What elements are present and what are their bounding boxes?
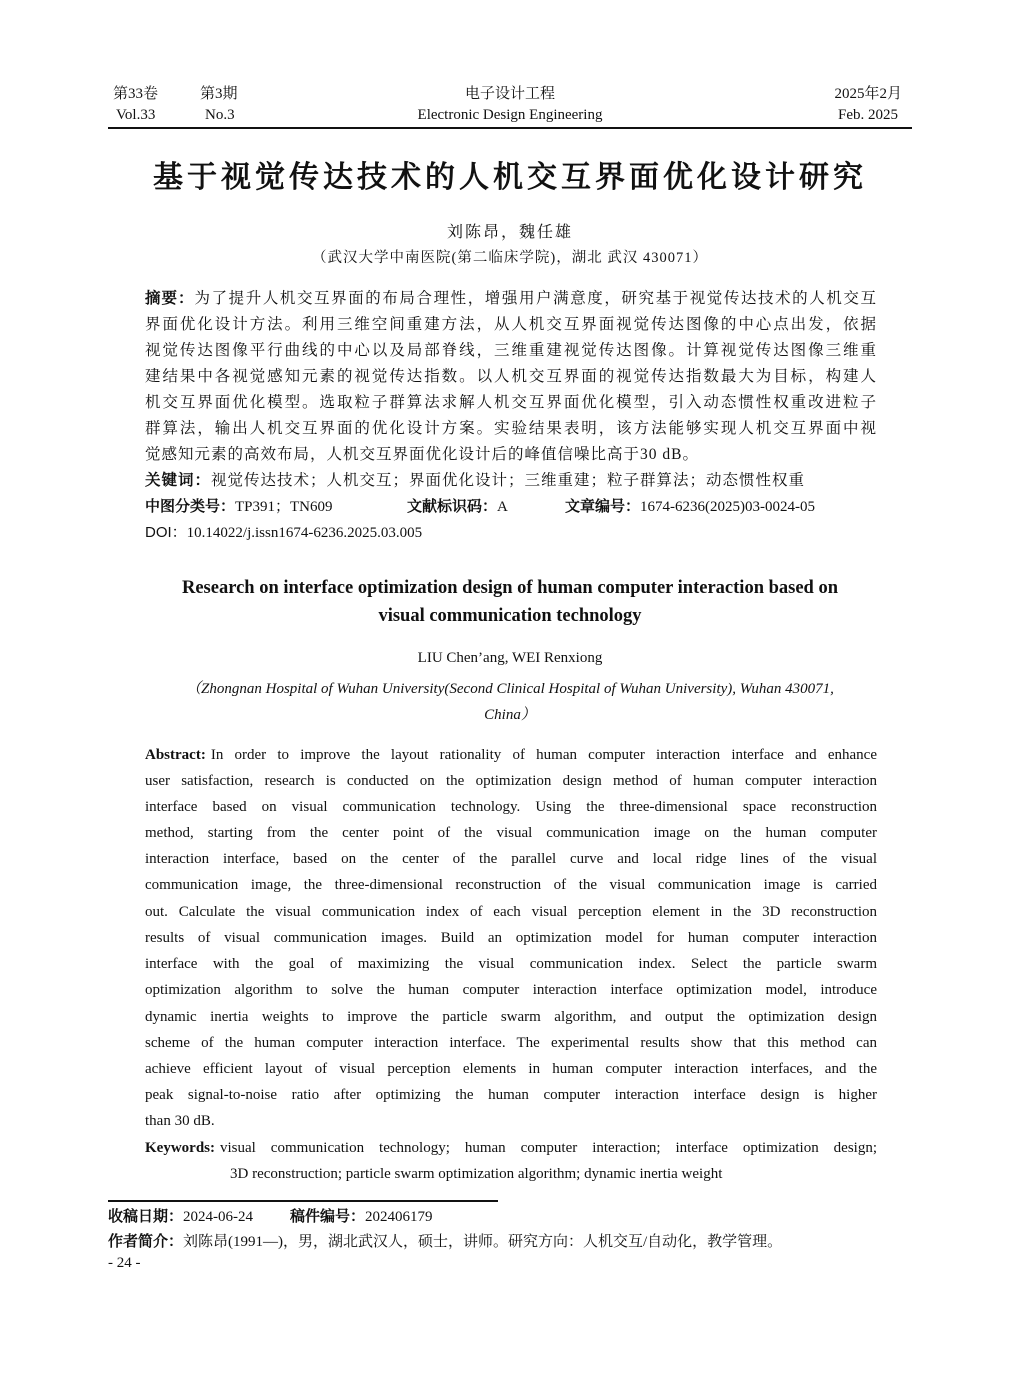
author-bio: 作者简介：刘陈昂(1991—)，男，湖北武汉人，硕士，讲师。研究方向：人机交互/自动化，教学管理。: [108, 1233, 783, 1250]
abstract-en-line: Abstract: In order to improve the layout rationality of human computer interaction interface and enhance: [145, 742, 877, 768]
title-cn: 基于视觉传达技术的人机交互界面优化设计研究: [153, 161, 867, 194]
affiliation-cn: （武汉大学中南医院(第二临床学院)，湖北 武汉 430071）: [312, 250, 708, 266]
abstract-en-line: user satisfaction, research is conducted on the optimization design method of human computer interaction: [145, 773, 877, 789]
classification-row: 中图分类号：TP391；TN609 文献标识码：A 文章编号：1674-6236(2025)03-0024-05: [145, 498, 815, 515]
keywords-en-line2: 3D reconstruction; particle swarm optimization algorithm; dynamic inertia weight: [230, 1166, 723, 1182]
date-en: Feb. 2025: [838, 107, 898, 123]
abstract-cn-line: 建结果中各视觉感知元素的视觉传达指数。以人机交互界面的视觉传达指数最大为目标，构建人: [145, 368, 877, 385]
abstract-en-line: out. Calculate the visual communication index of each visual perception element in the 3D reconstruction: [145, 904, 877, 920]
abstract-en-line: achieve efficient layout of visual perception elements in human computer interaction interfaces, and the: [145, 1061, 877, 1077]
abstract-cn-label: 摘要：: [145, 290, 195, 307]
date-cn: 2025年2月: [834, 86, 902, 102]
doi: DOI：10.14022/j.issn1674-6236.2025.03.005: [145, 524, 423, 541]
abstract-cn-line: 界面优化设计方法。利用三维空间重建方法，从人机交互界面视觉传达图像的中心点出发，依据: [145, 316, 877, 333]
abstract-cn-line: 机交互界面优化模型。选取粒子群算法求解人机交互界面优化模型，引入动态惯性权重改进粒子: [145, 394, 877, 411]
keywords-cn: 关键词：视觉传达技术；人机交互；界面优化设计；三维重建；粒子群算法；动态惯性权重: [145, 472, 806, 489]
abstract-cn-line: 群算法，输出人机交互界面的优化设计方案。实验结果表明，该方法能够实现人机交互界面中视: [145, 420, 877, 437]
title-en: Research on interface optimization design of human computer interaction based on visual communication technology: [181, 578, 839, 626]
authors-en: LIU Chen’ang, WEI Renxiong: [417, 650, 603, 666]
abstract-en-line: scheme of the human computer interaction interface. The experimental results show that this method can: [145, 1035, 877, 1051]
journal-name-cn: 电子设计工程: [464, 86, 555, 102]
authors-cn: 刘陈昂，魏任雄: [446, 224, 573, 241]
abstract-en-line: optimization algorithm to solve the human computer interaction interface optimization model, introduce: [145, 982, 877, 998]
abstract-en-line: than 30 dB.: [145, 1113, 215, 1129]
page-number: - 24 -: [108, 1255, 141, 1271]
abstract-en-label: Abstract:: [145, 747, 206, 763]
abstract-en-line: method, starting from the center point of the visual communication image on the human computer: [145, 825, 877, 841]
footnote-rule: [108, 1200, 498, 1202]
abstract-en-line: dynamic inertia weights to improve the particle swarm algorithm, and output the optimization design: [145, 1009, 877, 1025]
affiliation-en: （Zhongnan Hospital of Wuhan University(Second Clinical Hospital of Wuhan University), Wuhan 430071, China）: [186, 681, 834, 723]
abstract-en-line: interaction interface, based on the center of the parallel curve and local ridge lines of the visual: [145, 851, 877, 867]
abstract-en-line: results of visual communication images. Build an optimization model for human computer interaction: [145, 930, 877, 946]
abstract-en-line: communication image, the three-dimensional reconstruction of the visual communication image is carried: [145, 877, 877, 893]
abstract-cn-line: 摘要： 为了提升人机交互界面的布局合理性，增强用户满意度，研究基于视觉传达技术的人机交互: [145, 286, 877, 312]
abstract-en-line: interface with the goal of maximizing the visual communication index. Select the particle swarm: [145, 956, 877, 972]
header-rule: [108, 127, 912, 129]
manuscript-number: 稿件编号：202406179: [290, 1208, 433, 1225]
abstract-en-line: peak signal-to-noise ratio after optimizing the human computer interaction interface design is higher: [145, 1087, 877, 1103]
received-date: 收稿日期：2024-06-24: [108, 1208, 254, 1225]
abstract-en-line: interface based on visual communication technology. Using the three-dimensional space reconstruction: [145, 799, 877, 815]
issue-en: No.3: [205, 107, 235, 123]
issue-cn: 第3期: [200, 86, 238, 102]
keywords-en: Keywords: visual communication technology; human computer interaction; interface optimization design;: [145, 1140, 877, 1156]
volume-cn: 第33卷: [113, 86, 159, 102]
abstract-cn-line: 觉感知元素的高效布局，人机交互界面优化设计后的峰值信噪比高于30 dB。: [145, 446, 699, 463]
journal-name-en: Electronic Design Engineering: [417, 107, 603, 123]
abstract-cn-line: 视觉传达图像平行曲线的中心以及局部脊线，三维重建视觉传达图像。计算视觉传达图像三维重: [145, 342, 877, 359]
volume-en: Vol.33: [116, 107, 156, 123]
